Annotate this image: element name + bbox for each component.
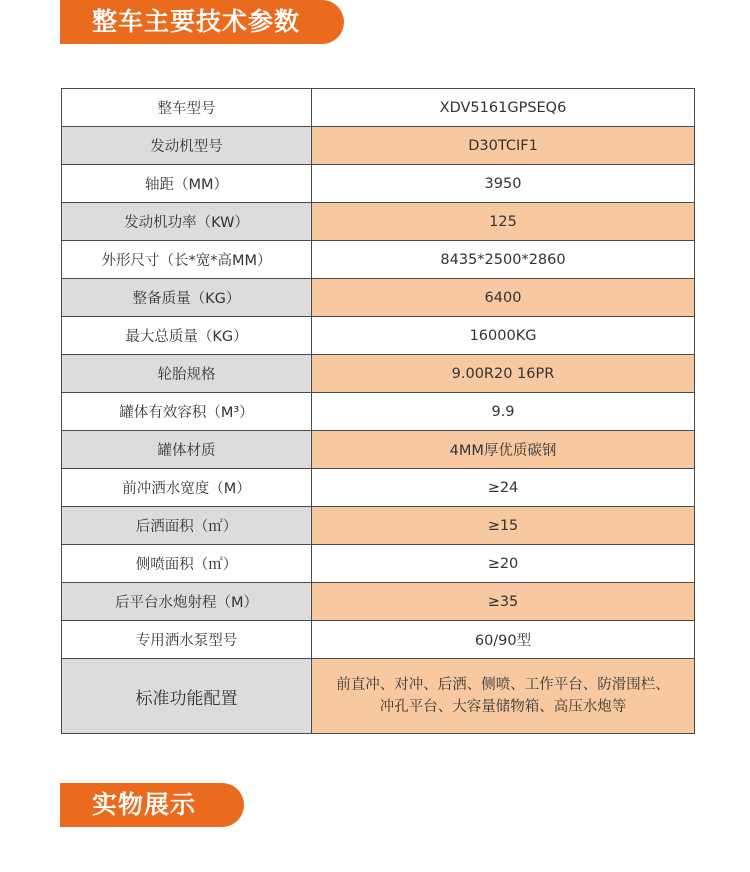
table-row [62,469,695,507]
spec-label: 外形尺寸（长*宽*高MM） [62,241,312,279]
table-row [62,659,695,734]
table-row [62,165,695,203]
spec-label: 罐体材质 [62,431,312,469]
spec-label: 发动机型号 [62,127,312,165]
spec-label: 后洒面积（㎡） [62,507,312,545]
table-row [62,507,695,545]
spec-value: 4MM厚优质碳钢 [312,431,695,469]
spec-label: 专用洒水泵型号 [62,621,312,659]
spec-value: 9.00R20 16PR [312,355,695,393]
table-row [62,431,695,469]
spec-table [61,88,695,734]
spec-value: ≥35 [312,583,695,621]
table-row [62,317,695,355]
spec-value: 125 [312,203,695,241]
spec-label: 标准功能配置 [62,659,312,734]
spec-value: D30TCIF1 [312,127,695,165]
spec-value [312,659,695,734]
spec-value: 16000KG [312,317,695,355]
spec-value: 8435*2500*2860 [312,241,695,279]
spec-value: 3950 [312,165,695,203]
spec-value: ≥15 [312,507,695,545]
table-row [62,127,695,165]
table-row [62,583,695,621]
spec-label: 后平台水炮射程（M） [62,583,312,621]
table-row [62,621,695,659]
spec-label: 罐体有效容积（M³） [62,393,312,431]
spec-label: 整备质量（KG） [62,279,312,317]
table-row [62,393,695,431]
table-row [62,241,695,279]
spec-value-line: 冲孔平台、大容量储物箱、高压水炮等 [379,699,627,715]
spec-value-line: 前直冲、对冲、后洒、侧喷、工作平台、防滑围栏、 [336,677,670,693]
table-row [62,203,695,241]
spec-value: 60/90型 [312,621,695,659]
spec-label: 发动机功率（KW） [62,203,312,241]
spec-value: ≥20 [312,545,695,583]
spec-label: 最大总质量（KG） [62,317,312,355]
spec-value: ≥24 [312,469,695,507]
spec-value: 6400 [312,279,695,317]
table-row [62,545,695,583]
photos-section-header: 实物展示 [60,783,244,827]
table-row [62,355,695,393]
spec-label: 轴距（MM） [62,165,312,203]
spec-label: 前冲洒水宽度（M） [62,469,312,507]
spec-label: 整车型号 [62,89,312,127]
spec-value: XDV5161GPSEQ6 [312,89,695,127]
spec-label: 侧喷面积（㎡） [62,545,312,583]
spec-label: 轮胎规格 [62,355,312,393]
specs-section-header: 整车主要技术参数 [60,0,344,44]
table-row [62,89,695,127]
table-row [62,279,695,317]
spec-value: 9.9 [312,393,695,431]
